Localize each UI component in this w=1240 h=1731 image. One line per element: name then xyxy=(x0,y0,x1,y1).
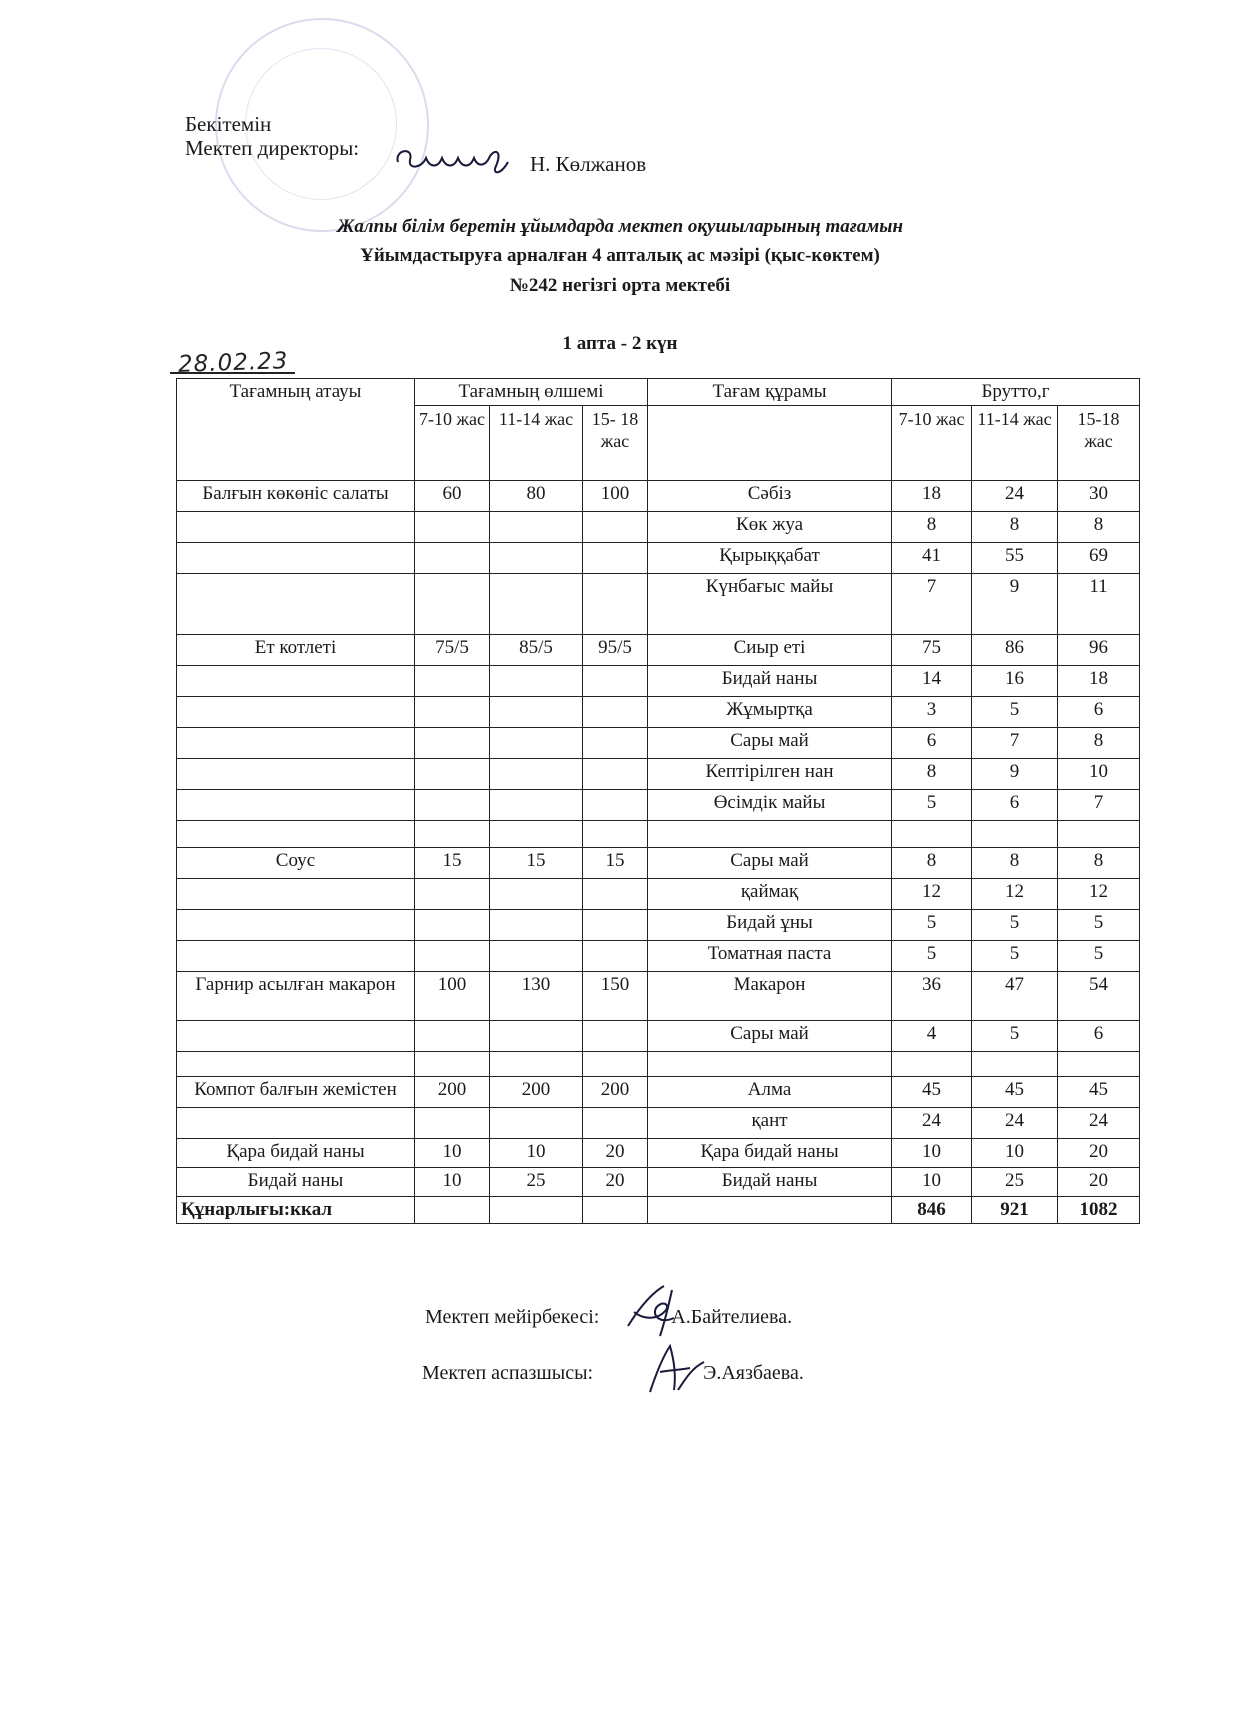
dish-name xyxy=(177,790,415,821)
portion-age-1 xyxy=(415,728,490,759)
portion-age-3: 95/5 xyxy=(583,635,648,666)
ingredient-name: Көк жуа xyxy=(648,512,892,543)
dish-name xyxy=(177,512,415,543)
brutto-age-2: 8 xyxy=(972,848,1058,879)
table-row xyxy=(177,666,1140,697)
brutto-age-1: 5 xyxy=(892,941,972,972)
portion-age-1 xyxy=(415,543,490,574)
ingredient-name: Жұмыртқа xyxy=(648,697,892,728)
brutto-age-2: 9 xyxy=(972,759,1058,790)
ingredient-name xyxy=(648,1052,892,1077)
dish-name xyxy=(177,821,415,848)
portion-age-2: 10 xyxy=(490,1139,583,1168)
brutto-age-3: 12 xyxy=(1058,879,1140,910)
brutto-age-2: 55 xyxy=(972,543,1058,574)
brutto-age-1: 41 xyxy=(892,543,972,574)
portion-age-2: 130 xyxy=(490,972,583,1021)
table-row xyxy=(177,1168,1140,1197)
brutto-age-1: 8 xyxy=(892,759,972,790)
ingredient-name: Кептірілген нан xyxy=(648,759,892,790)
approval-heading: Бекітемін xyxy=(185,112,272,136)
brutto-age-3: 6 xyxy=(1058,1021,1140,1052)
portion-age-3 xyxy=(583,790,648,821)
portion-age-3: 200 xyxy=(583,1077,648,1108)
ingredient-name: қаймақ xyxy=(648,879,892,910)
header-composition: Тағам құрамы xyxy=(648,379,892,406)
dish-name xyxy=(177,1108,415,1139)
brutto-age-3: 20 xyxy=(1058,1139,1140,1168)
portion-age-1 xyxy=(415,697,490,728)
brutto-age-1: 6 xyxy=(892,728,972,759)
portion-age-1 xyxy=(415,790,490,821)
brutto-age-1: 8 xyxy=(892,848,972,879)
nurse-label: Мектеп мейірбекесі: xyxy=(425,1306,600,1328)
brutto-age-2 xyxy=(972,1052,1058,1077)
dish-name xyxy=(177,941,415,972)
ingredient-name: Бидай ұны xyxy=(648,910,892,941)
cook-label: Мектеп аспазшысы: xyxy=(422,1362,594,1384)
ingredient-name: Сиыр еті xyxy=(648,635,892,666)
brutto-age-1: 8 xyxy=(892,512,972,543)
ingredient-name: Күнбағыс майы xyxy=(648,574,892,635)
dish-name xyxy=(177,543,415,574)
portion-age-1: 10 xyxy=(415,1139,490,1168)
brutto-age-2 xyxy=(972,821,1058,848)
dish-name xyxy=(177,910,415,941)
approval-block xyxy=(185,112,647,176)
table-row xyxy=(177,879,1140,910)
brutto-age-1: 4 xyxy=(892,1021,972,1052)
ingredient-name: Қырыққабат xyxy=(648,543,892,574)
brutto-age-3: 8 xyxy=(1058,848,1140,879)
portion-age-3 xyxy=(583,512,648,543)
total-kcal-2: 921 xyxy=(972,1197,1058,1224)
portion-age-3 xyxy=(583,697,648,728)
brutto-age-2: 7 xyxy=(972,728,1058,759)
dish-name: Бидай наны xyxy=(177,1168,415,1197)
dish-name: Компот балғын жемістен xyxy=(177,1077,415,1108)
header-dish: Тағамның атауы xyxy=(177,379,415,481)
brutto-age-3: 5 xyxy=(1058,941,1140,972)
nurse-name: А.Байтелиева. xyxy=(671,1306,793,1328)
table-row xyxy=(177,728,1140,759)
portion-age-3: 150 xyxy=(583,972,648,1021)
brutto-age-3 xyxy=(1058,821,1140,848)
director-label: Мектеп директоры: xyxy=(185,136,360,160)
nurse-line xyxy=(425,1306,792,1329)
brutto-age-3: 96 xyxy=(1058,635,1140,666)
dish-name xyxy=(177,1052,415,1077)
table-row xyxy=(177,848,1140,879)
brutto-age-2: 16 xyxy=(972,666,1058,697)
portion-age-3 xyxy=(583,543,648,574)
portion-age-1 xyxy=(415,910,490,941)
portion-age-1 xyxy=(415,1052,490,1077)
portion-age-3 xyxy=(583,1052,648,1077)
header-brutto: Брутто,г xyxy=(892,379,1140,406)
brutto-age-2: 10 xyxy=(972,1139,1058,1168)
ingredient-name: Сары май xyxy=(648,1021,892,1052)
brutto-age-3: 5 xyxy=(1058,910,1140,941)
table-row xyxy=(177,697,1140,728)
table-row xyxy=(177,910,1140,941)
portion-age-1 xyxy=(415,879,490,910)
brutto-age-1: 5 xyxy=(892,910,972,941)
director-name: Н. Көлжанов xyxy=(530,152,647,176)
header-empty xyxy=(648,406,892,481)
header-portion-age-2: 11-14 жас xyxy=(490,406,583,481)
ingredient-name: Сары май xyxy=(648,728,892,759)
portion-age-2 xyxy=(490,1108,583,1139)
dish-name xyxy=(177,666,415,697)
brutto-age-1: 14 xyxy=(892,666,972,697)
brutto-age-3: 8 xyxy=(1058,512,1140,543)
header-portion-age-3: 15- 18 жас xyxy=(583,406,648,481)
dish-name xyxy=(177,728,415,759)
portion-age-1 xyxy=(415,821,490,848)
brutto-age-2: 9 xyxy=(972,574,1058,635)
week-day-label: 1 апта - 2 күн xyxy=(562,333,678,354)
brutto-age-2: 6 xyxy=(972,790,1058,821)
table-row xyxy=(177,1108,1140,1139)
portion-age-2: 25 xyxy=(490,1168,583,1197)
total-kcal-1: 846 xyxy=(892,1197,972,1224)
dish-name: Ет котлеті xyxy=(177,635,415,666)
brutto-age-1: 7 xyxy=(892,574,972,635)
brutto-age-2: 24 xyxy=(972,1108,1058,1139)
portion-age-1: 15 xyxy=(415,848,490,879)
portion-age-2 xyxy=(490,879,583,910)
dish-name xyxy=(177,697,415,728)
dish-name xyxy=(177,574,415,635)
brutto-age-3: 69 xyxy=(1058,543,1140,574)
total-row xyxy=(177,1197,1140,1224)
dish-name xyxy=(177,759,415,790)
ingredient-name: Макарон xyxy=(648,972,892,1021)
brutto-age-3: 10 xyxy=(1058,759,1140,790)
portion-age-3 xyxy=(583,879,648,910)
brutto-age-1: 10 xyxy=(892,1139,972,1168)
menu-table xyxy=(176,378,1140,1224)
brutto-age-3 xyxy=(1058,1052,1140,1077)
brutto-age-1: 10 xyxy=(892,1168,972,1197)
table-row xyxy=(177,1139,1140,1168)
portion-age-1 xyxy=(415,574,490,635)
brutto-age-2: 12 xyxy=(972,879,1058,910)
portion-age-3: 100 xyxy=(583,481,648,512)
dish-name: Балғын көкөніс салаты xyxy=(177,481,415,512)
portion-age-1 xyxy=(415,941,490,972)
portion-age-2 xyxy=(490,941,583,972)
portion-age-2 xyxy=(490,910,583,941)
header-brutto-age-2: 11-14 жас xyxy=(972,406,1058,481)
ingredient-name: Сәбіз xyxy=(648,481,892,512)
title-line-3: №242 негізгі орта мектебі xyxy=(509,275,731,296)
brutto-age-3: 54 xyxy=(1058,972,1140,1021)
brutto-age-3: 11 xyxy=(1058,574,1140,635)
portion-age-3 xyxy=(583,1021,648,1052)
total-label: Құнарлығы:ккал xyxy=(177,1197,415,1224)
header-row-1 xyxy=(177,379,1140,406)
table-row xyxy=(177,543,1140,574)
brutto-age-2: 8 xyxy=(972,512,1058,543)
header-portion-age-1: 7-10 жас xyxy=(415,406,490,481)
date-underline xyxy=(170,372,295,374)
dish-name: Соус xyxy=(177,848,415,879)
brutto-age-2: 24 xyxy=(972,481,1058,512)
ingredient-name: Бидай наны xyxy=(648,666,892,697)
ingredient-name: Қара бидай наны xyxy=(648,1139,892,1168)
brutto-age-1 xyxy=(892,821,972,848)
brutto-age-3: 8 xyxy=(1058,728,1140,759)
brutto-age-2: 86 xyxy=(972,635,1058,666)
table-row xyxy=(177,512,1140,543)
portion-age-3 xyxy=(583,1108,648,1139)
nurse-signature xyxy=(620,1280,700,1340)
portion-age-1 xyxy=(415,759,490,790)
portion-age-2 xyxy=(490,759,583,790)
table-row xyxy=(177,790,1140,821)
portion-age-2 xyxy=(490,1052,583,1077)
brutto-age-2: 5 xyxy=(972,697,1058,728)
brutto-age-2: 5 xyxy=(972,910,1058,941)
portion-age-3 xyxy=(583,759,648,790)
brutto-age-1: 12 xyxy=(892,879,972,910)
brutto-age-3: 6 xyxy=(1058,697,1140,728)
portion-age-1 xyxy=(415,1021,490,1052)
ingredient-name xyxy=(648,821,892,848)
brutto-age-3: 30 xyxy=(1058,481,1140,512)
table-row xyxy=(177,941,1140,972)
ingredient-name: Томатная паста xyxy=(648,941,892,972)
cook-line xyxy=(422,1362,804,1385)
portion-age-2 xyxy=(490,728,583,759)
handwritten-date: 28.02.23 xyxy=(177,348,289,378)
portion-age-1 xyxy=(415,666,490,697)
portion-age-3 xyxy=(583,728,648,759)
brutto-age-1: 75 xyxy=(892,635,972,666)
portion-age-3 xyxy=(583,821,648,848)
brutto-age-1: 5 xyxy=(892,790,972,821)
brutto-age-3: 45 xyxy=(1058,1077,1140,1108)
dish-name: Қара бидай наны xyxy=(177,1139,415,1168)
portion-age-3 xyxy=(583,910,648,941)
portion-age-2: 85/5 xyxy=(490,635,583,666)
ingredient-name: Бидай наны xyxy=(648,1168,892,1197)
director-signature xyxy=(392,140,517,180)
header-brutto-age-3: 15-18 жас xyxy=(1058,406,1140,481)
table-row xyxy=(177,481,1140,512)
table-row xyxy=(177,821,1140,848)
brutto-age-3: 18 xyxy=(1058,666,1140,697)
brutto-age-2: 25 xyxy=(972,1168,1058,1197)
portion-age-3 xyxy=(583,666,648,697)
brutto-age-2: 5 xyxy=(972,1021,1058,1052)
brutto-age-1: 3 xyxy=(892,697,972,728)
title-line-1: Жалпы білім беретін ұйымдарда мектеп оқушыларының тағамын xyxy=(336,216,903,237)
header-brutto-age-1: 7-10 жас xyxy=(892,406,972,481)
table-row xyxy=(177,759,1140,790)
portion-age-2 xyxy=(490,821,583,848)
portion-age-1: 100 xyxy=(415,972,490,1021)
portion-age-1: 75/5 xyxy=(415,635,490,666)
table-row xyxy=(177,972,1140,1021)
portion-age-2 xyxy=(490,574,583,635)
brutto-age-3: 24 xyxy=(1058,1108,1140,1139)
portion-age-1: 10 xyxy=(415,1168,490,1197)
portion-age-3 xyxy=(583,574,648,635)
brutto-age-3: 20 xyxy=(1058,1168,1140,1197)
table-row xyxy=(177,1052,1140,1077)
table-row xyxy=(177,635,1140,666)
portion-age-2 xyxy=(490,1021,583,1052)
brutto-age-2: 47 xyxy=(972,972,1058,1021)
ingredient-name: Алма xyxy=(648,1077,892,1108)
portion-age-1 xyxy=(415,1108,490,1139)
brutto-age-1: 36 xyxy=(892,972,972,1021)
portion-age-2 xyxy=(490,512,583,543)
portion-age-1 xyxy=(415,512,490,543)
portion-age-3 xyxy=(583,941,648,972)
cook-name: Э.Аязбаева. xyxy=(703,1362,804,1384)
portion-age-1: 60 xyxy=(415,481,490,512)
dish-name xyxy=(177,879,415,910)
brutto-age-3: 7 xyxy=(1058,790,1140,821)
table-row xyxy=(177,1077,1140,1108)
portion-age-2 xyxy=(490,543,583,574)
dish-name xyxy=(177,1021,415,1052)
dish-name: Гарнир асылған макарон xyxy=(177,972,415,1021)
title-line-2: Ұйымдастыруға арналған 4 апталық ас мәзірі (қыс-көктем) xyxy=(360,245,880,266)
portion-age-2: 80 xyxy=(490,481,583,512)
ingredient-name: қант xyxy=(648,1108,892,1139)
table-row xyxy=(177,574,1140,635)
brutto-age-2: 5 xyxy=(972,941,1058,972)
header-portion: Тағамның өлшемі xyxy=(415,379,648,406)
portion-age-2: 15 xyxy=(490,848,583,879)
portion-age-2 xyxy=(490,697,583,728)
brutto-age-1: 45 xyxy=(892,1077,972,1108)
portion-age-3: 15 xyxy=(583,848,648,879)
portion-age-2: 200 xyxy=(490,1077,583,1108)
brutto-age-1: 24 xyxy=(892,1108,972,1139)
menu-body xyxy=(177,481,1140,1197)
cook-signature xyxy=(640,1340,710,1400)
portion-age-3: 20 xyxy=(583,1139,648,1168)
portion-age-2 xyxy=(490,666,583,697)
portion-age-2 xyxy=(490,790,583,821)
brutto-age-1 xyxy=(892,1052,972,1077)
brutto-age-2: 45 xyxy=(972,1077,1058,1108)
portion-age-1: 200 xyxy=(415,1077,490,1108)
ingredient-name: Сары май xyxy=(648,848,892,879)
portion-age-3: 20 xyxy=(583,1168,648,1197)
table-row xyxy=(177,1021,1140,1052)
total-kcal-3: 1082 xyxy=(1058,1197,1140,1224)
ingredient-name: Өсімдік майы xyxy=(648,790,892,821)
brutto-age-1: 18 xyxy=(892,481,972,512)
